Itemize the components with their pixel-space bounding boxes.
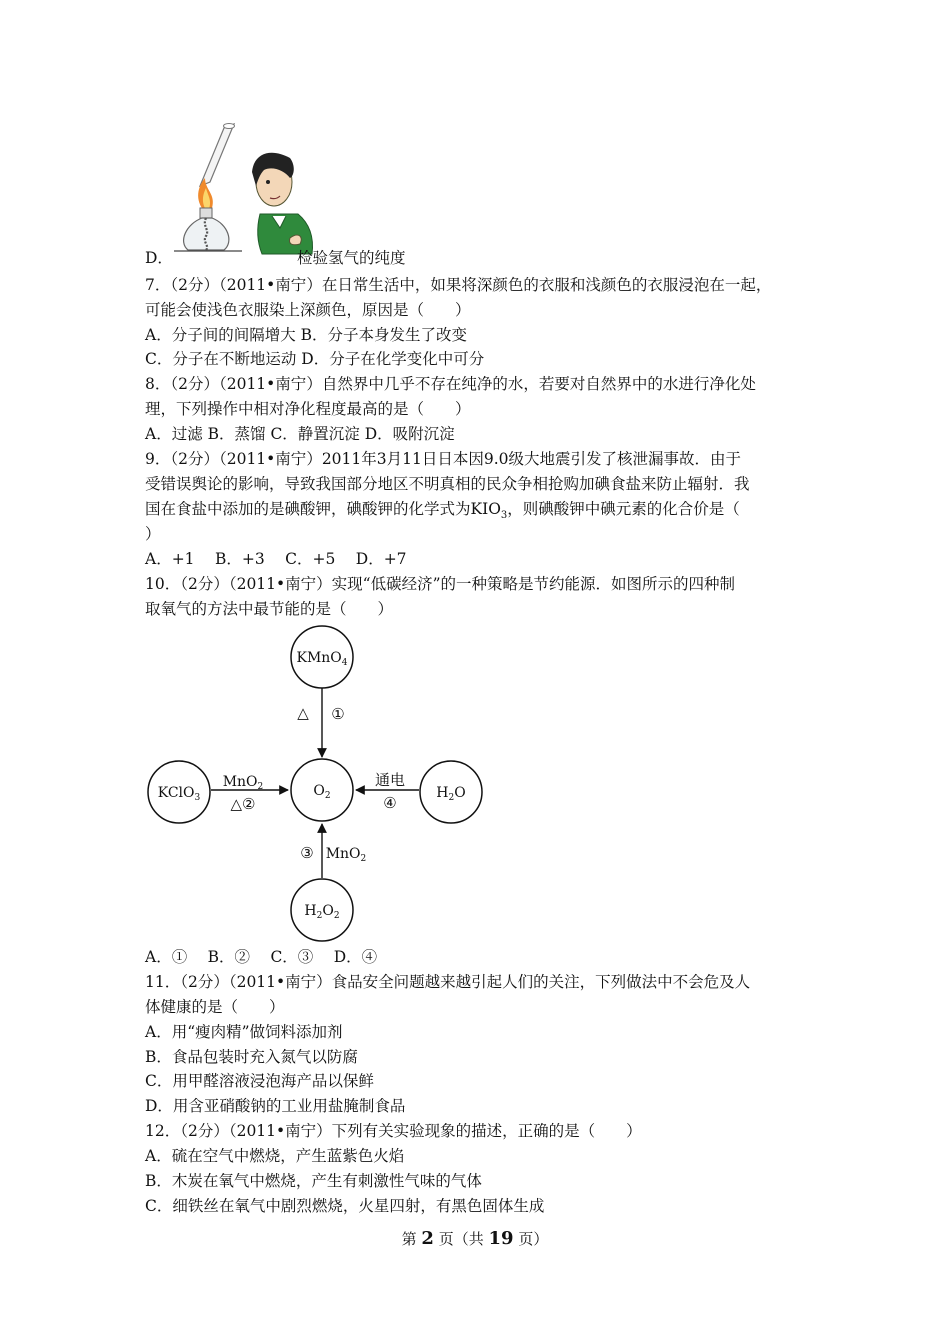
h2o-node xyxy=(420,761,482,823)
q11-option-d: D．用含亚硝酸钠的工业用盐腌制食品 xyxy=(145,1097,406,1115)
q7-options-2: C．分子在不断地运动 D．分子在化学变化中可分 xyxy=(145,350,485,368)
condition-3-catalyst: MnO$_2$ xyxy=(325,846,367,864)
condition-3-number: ③ xyxy=(300,844,314,862)
q7-line-1: 7．（2分）（2011•南宁）在日常生活中，如果将深颜色的衣服和浅颜色的衣服浸泡在一起， xyxy=(145,276,772,294)
q12-option-a: A．硫在空气中燃烧，产生蓝紫色火焰 xyxy=(145,1147,405,1165)
total-pages: 19 xyxy=(488,1228,514,1249)
test-tube-icon xyxy=(200,124,235,187)
q9-line-3: 国在食盐中添加的是碘酸钾，碘酸钾的化学式为$KIO_3$，则碘酸钾中碘元素的化合价是（ xyxy=(145,500,740,522)
h2o-label: $H_2O$ xyxy=(436,785,466,803)
page-footer: 第 2 页（共 19 页） xyxy=(401,1228,549,1249)
alcohol-lamp-icon xyxy=(174,208,242,251)
condition-4-number: ④ xyxy=(383,794,397,812)
q10-line-2: 取氧气的方法中最节能的是（ ） xyxy=(145,600,394,618)
q11-option-c: C．用甲醛溶液浸泡海产品以保鲜 xyxy=(145,1072,374,1090)
condition-1-heat: △ xyxy=(297,704,309,722)
q11-option-a: A．用“瘦肉精”做饲料添加剂 xyxy=(145,1023,343,1041)
condition-1-number: ① xyxy=(331,705,345,723)
q9-line-1: 9．（2分）（2011•南宁）2011年3月11日日本因9.0级大地震引发了核泄漏事故．由于 xyxy=(145,450,741,468)
condition-2-heat-number: △② xyxy=(230,795,256,813)
q11-option-b: B．食品包装时充入氮气以防腐 xyxy=(145,1048,358,1066)
q11-line-1: 11．（2分）（2011•南宁）食品安全问题越来越引起人们的关注，下列做法中不会危及人 xyxy=(145,973,751,991)
q10-options: A．① B．② C．③ D．④ xyxy=(145,948,378,966)
q9-line-2: 受错误舆论的影响，导致我国部分地区不明真相的民众争相抢购加碘食盐来防止辐射．我 xyxy=(145,475,750,493)
q8-options: A．过滤 B．蒸馏 C．静置沉淀 D．吸附沉淀 xyxy=(145,425,455,443)
q12-option-c: C．细铁丝在氧气中剧烈燃烧，火星四射，有黑色固体生成 xyxy=(145,1197,545,1215)
q8-line-1: 8．（2分）（2011•南宁）自然界中几乎不存在纯净的水，若要对自然界中的水进行净化处 xyxy=(145,375,756,393)
kclo3-label: KClO$_3$ xyxy=(157,785,201,803)
q10-line-1: 10．（2分）（2011•南宁）实现“低碳经济”的一种策略是节约能源．如图所示的四种制 xyxy=(145,575,736,593)
flame-icon xyxy=(198,178,213,212)
condition-2-catalyst: MnO$_2$ xyxy=(222,774,264,792)
q7-line-2: 可能会使浅色衣服染上深颜色，原因是（ ） xyxy=(145,301,471,319)
q12-line-1: 12．（2分）（2011•南宁）下列有关实验现象的描述，正确的是（ ） xyxy=(145,1122,642,1140)
q12-option-b: B．木炭在氧气中燃烧，产生有刺激性气味的气体 xyxy=(145,1172,482,1190)
q11-line-2: 体健康的是（ ） xyxy=(145,998,285,1016)
o2-label: $O_2$ xyxy=(313,783,331,801)
q9-line-4: ） xyxy=(145,525,161,543)
condition-4-electricity: 通电 xyxy=(374,771,406,789)
option-d-caption: 检验氢气的纯度 xyxy=(296,249,406,267)
h2o2-label: $H_2O_2$ xyxy=(304,903,340,921)
kmno4-label: KMnO$_4$ xyxy=(296,650,348,668)
q8-line-2: 理，下列操作中相对净化程度最高的是（ ） xyxy=(145,400,471,418)
oxygen-preparation-diagram xyxy=(140,622,500,947)
hydrogen-purity-test-illustration xyxy=(172,120,322,255)
q7-options-1: A．分子间的间隔增大 B．分子本身发生了改变 xyxy=(145,326,468,344)
boy-icon xyxy=(252,153,312,254)
page-number: 2 xyxy=(421,1228,434,1249)
q9-options: A．+1 B．+3 C．+5 D．+7 xyxy=(145,550,407,568)
option-d-prev: D． 检验氢气的纯度 xyxy=(145,249,406,267)
